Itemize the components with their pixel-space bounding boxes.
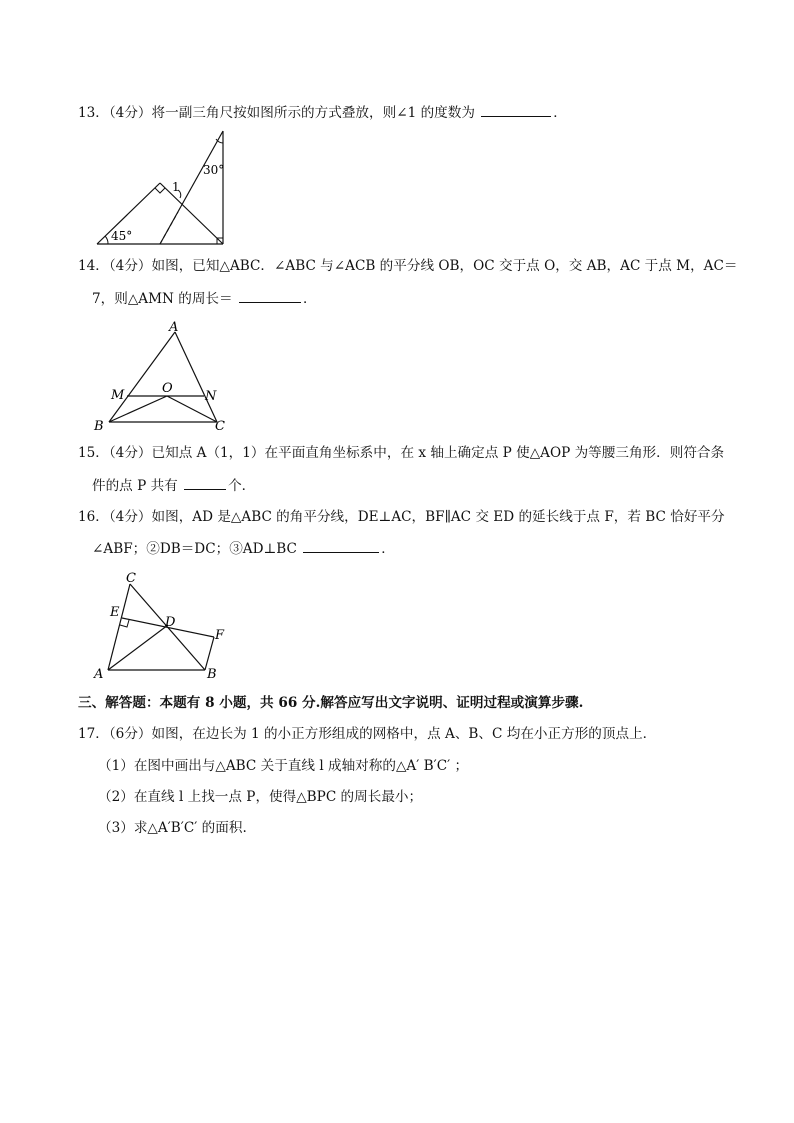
- q17-item-3: （3）求△A′B′C′ 的面积.: [98, 820, 247, 836]
- q14-label-B: B: [94, 419, 104, 434]
- q14-line2: [92, 288, 317, 309]
- q13-text: 13．（4分）将一副三角尺按如图所示的方式叠放，则∠1 的度数为: [78, 105, 475, 121]
- q15-text: 件的点 P 共有: [92, 478, 178, 494]
- q16-label-B: B: [207, 667, 217, 682]
- q13-figure: [90, 128, 240, 248]
- q16-label-F: F: [215, 628, 225, 643]
- q16-label-E: E: [110, 605, 120, 620]
- q14-label-A: A: [169, 320, 179, 335]
- q16-label-D: D: [165, 615, 176, 630]
- q14-label-O: O: [162, 381, 173, 396]
- q16-label-C: C: [126, 571, 136, 586]
- q16-line1: 16．（4分）如图，AD 是△ABC 的角平分线，DE⊥AC，BF∥AC 交 ED 的延长线于点 F，若 BC 恰好平分: [78, 509, 725, 525]
- q15-answer-blank[interactable]: [184, 475, 226, 490]
- q16-label-A: A: [94, 667, 104, 682]
- q17-line1: 17．（6分）如图，在边长为 1 的小正方形组成的网格中，点 A、B、C 均在小正方形的顶点上．: [78, 726, 657, 742]
- q13-label-1: 1: [172, 180, 180, 194]
- q16-text: ∠ABF；②DB＝DC；③AD⊥BC: [92, 541, 297, 557]
- q16-line2: [92, 538, 395, 559]
- q17-item-1: （1）在图中画出与△ABC 关于直线 l 成轴对称的△A′ B′C′ ；: [98, 758, 469, 774]
- q13-answer-blank[interactable]: [481, 102, 551, 117]
- q14-label-M: M: [111, 388, 125, 403]
- q14-text: 7，则△AMN 的周长＝: [92, 291, 233, 307]
- q13-end: ．: [553, 105, 567, 121]
- q14-end: ．: [302, 291, 317, 307]
- q15-end: 个．: [228, 478, 256, 494]
- q14-line1: 14．（4分）如图，已知△ABC．∠ABC 与∠ACB 的平分线 OB，OC 交于点 O，交 AB，AC 于点 M，AC＝: [78, 258, 738, 274]
- q13-label-30: 30°: [203, 163, 225, 177]
- q13-line: [78, 102, 567, 123]
- q13-label-45: 45°: [111, 229, 133, 243]
- q14-answer-blank[interactable]: [239, 288, 301, 303]
- q16-end: ．: [381, 541, 395, 557]
- q16-answer-blank[interactable]: [303, 538, 379, 553]
- q16-figure: [88, 566, 238, 684]
- q17-item-2: （2）在直线 l 上找一点 P，使得△BPC 的周长最小；: [98, 789, 423, 805]
- q14-figure: [88, 318, 238, 436]
- q14-label-N: N: [205, 389, 217, 404]
- q15-line1: 15．（4分）已知点 A（1，1）在平面直角坐标系中，在 x 轴上确定点 P 使△AOP 为等腰三角形．则符合条: [78, 445, 725, 461]
- q14-label-C: C: [215, 419, 225, 434]
- q15-line2: [92, 475, 255, 496]
- section-3-heading: 三、解答题：本题有 8 小题，共 66 分.解答应写出文字说明、证明过程或演算步骤.: [78, 695, 584, 711]
